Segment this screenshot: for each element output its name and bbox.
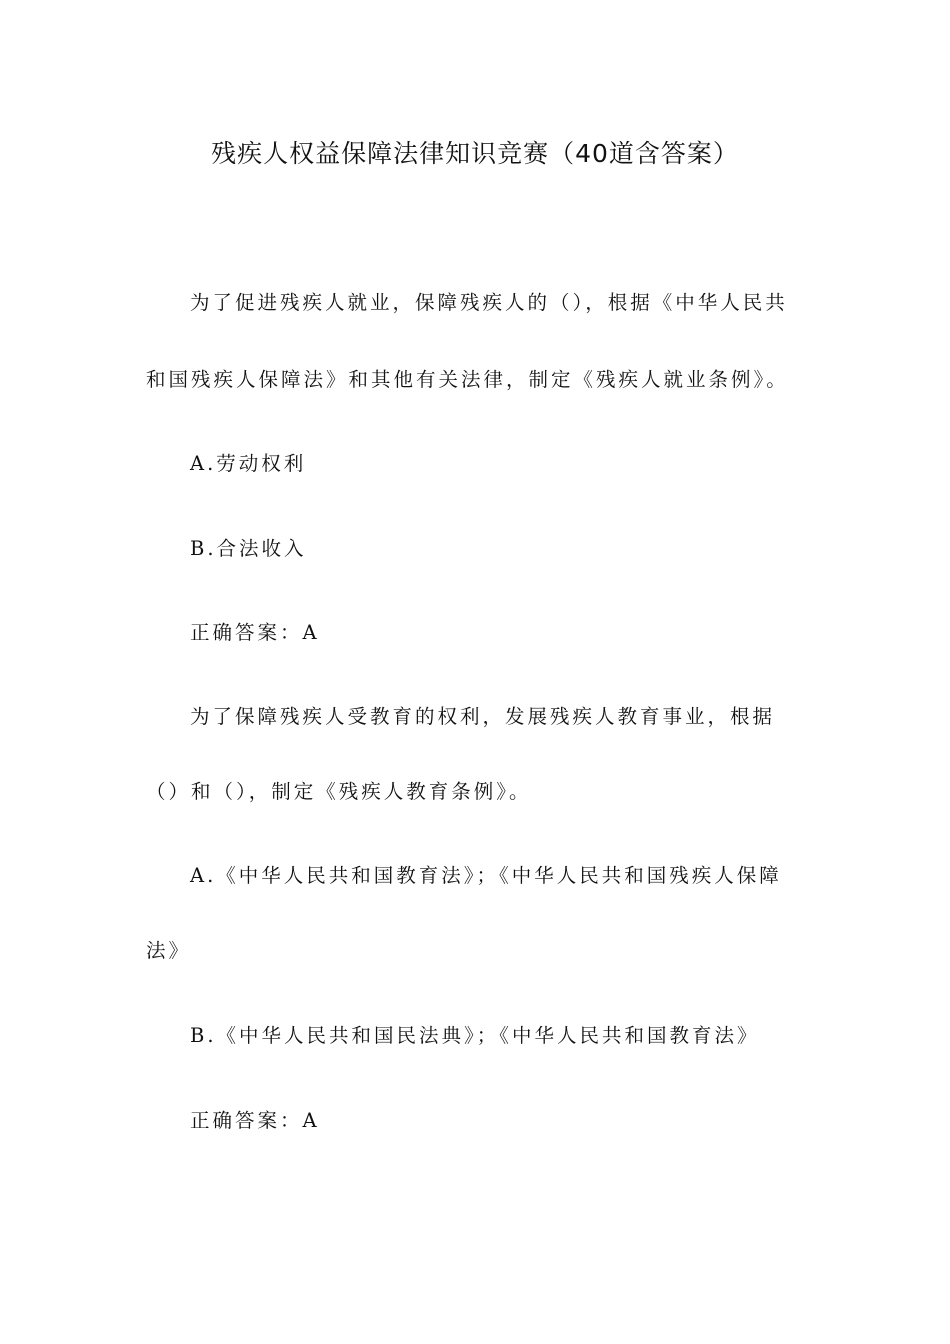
question-2-answer: 正确答案：A bbox=[190, 1109, 320, 1132]
question-2-option-a-line-2: 法》 bbox=[146, 939, 192, 962]
question-1-stem-line-2: 和国残疾人保障法》和其他有关法律，制定《残疾人就业条例》。 bbox=[146, 368, 789, 391]
question-1-option-b: B.合法收入 bbox=[190, 537, 307, 560]
question-2-stem-line-1: 为了保障残疾人受教育的权利，发展残疾人教育事业，根据 bbox=[190, 705, 776, 728]
question-1-stem-line-1: 为了促进残疾人就业，保障残疾人的（），根据《中华人民共 bbox=[190, 291, 788, 314]
document-title: 残疾人权益保障法律知识竞赛（40道含答案） bbox=[211, 139, 739, 168]
question-2-option-b: B.《中华人民共和国民法典》；《中华人民共和国教育法》 bbox=[190, 1024, 760, 1047]
question-2-stem-line-2: （）和（），制定《残疾人教育条例》。 bbox=[146, 780, 532, 803]
question-1-answer: 正确答案：A bbox=[190, 621, 320, 644]
question-1-option-a: A.劳动权利 bbox=[190, 452, 307, 475]
question-2-option-a-line-1: A.《中华人民共和国教育法》；《中华人民共和国残疾人保障 bbox=[190, 864, 782, 887]
